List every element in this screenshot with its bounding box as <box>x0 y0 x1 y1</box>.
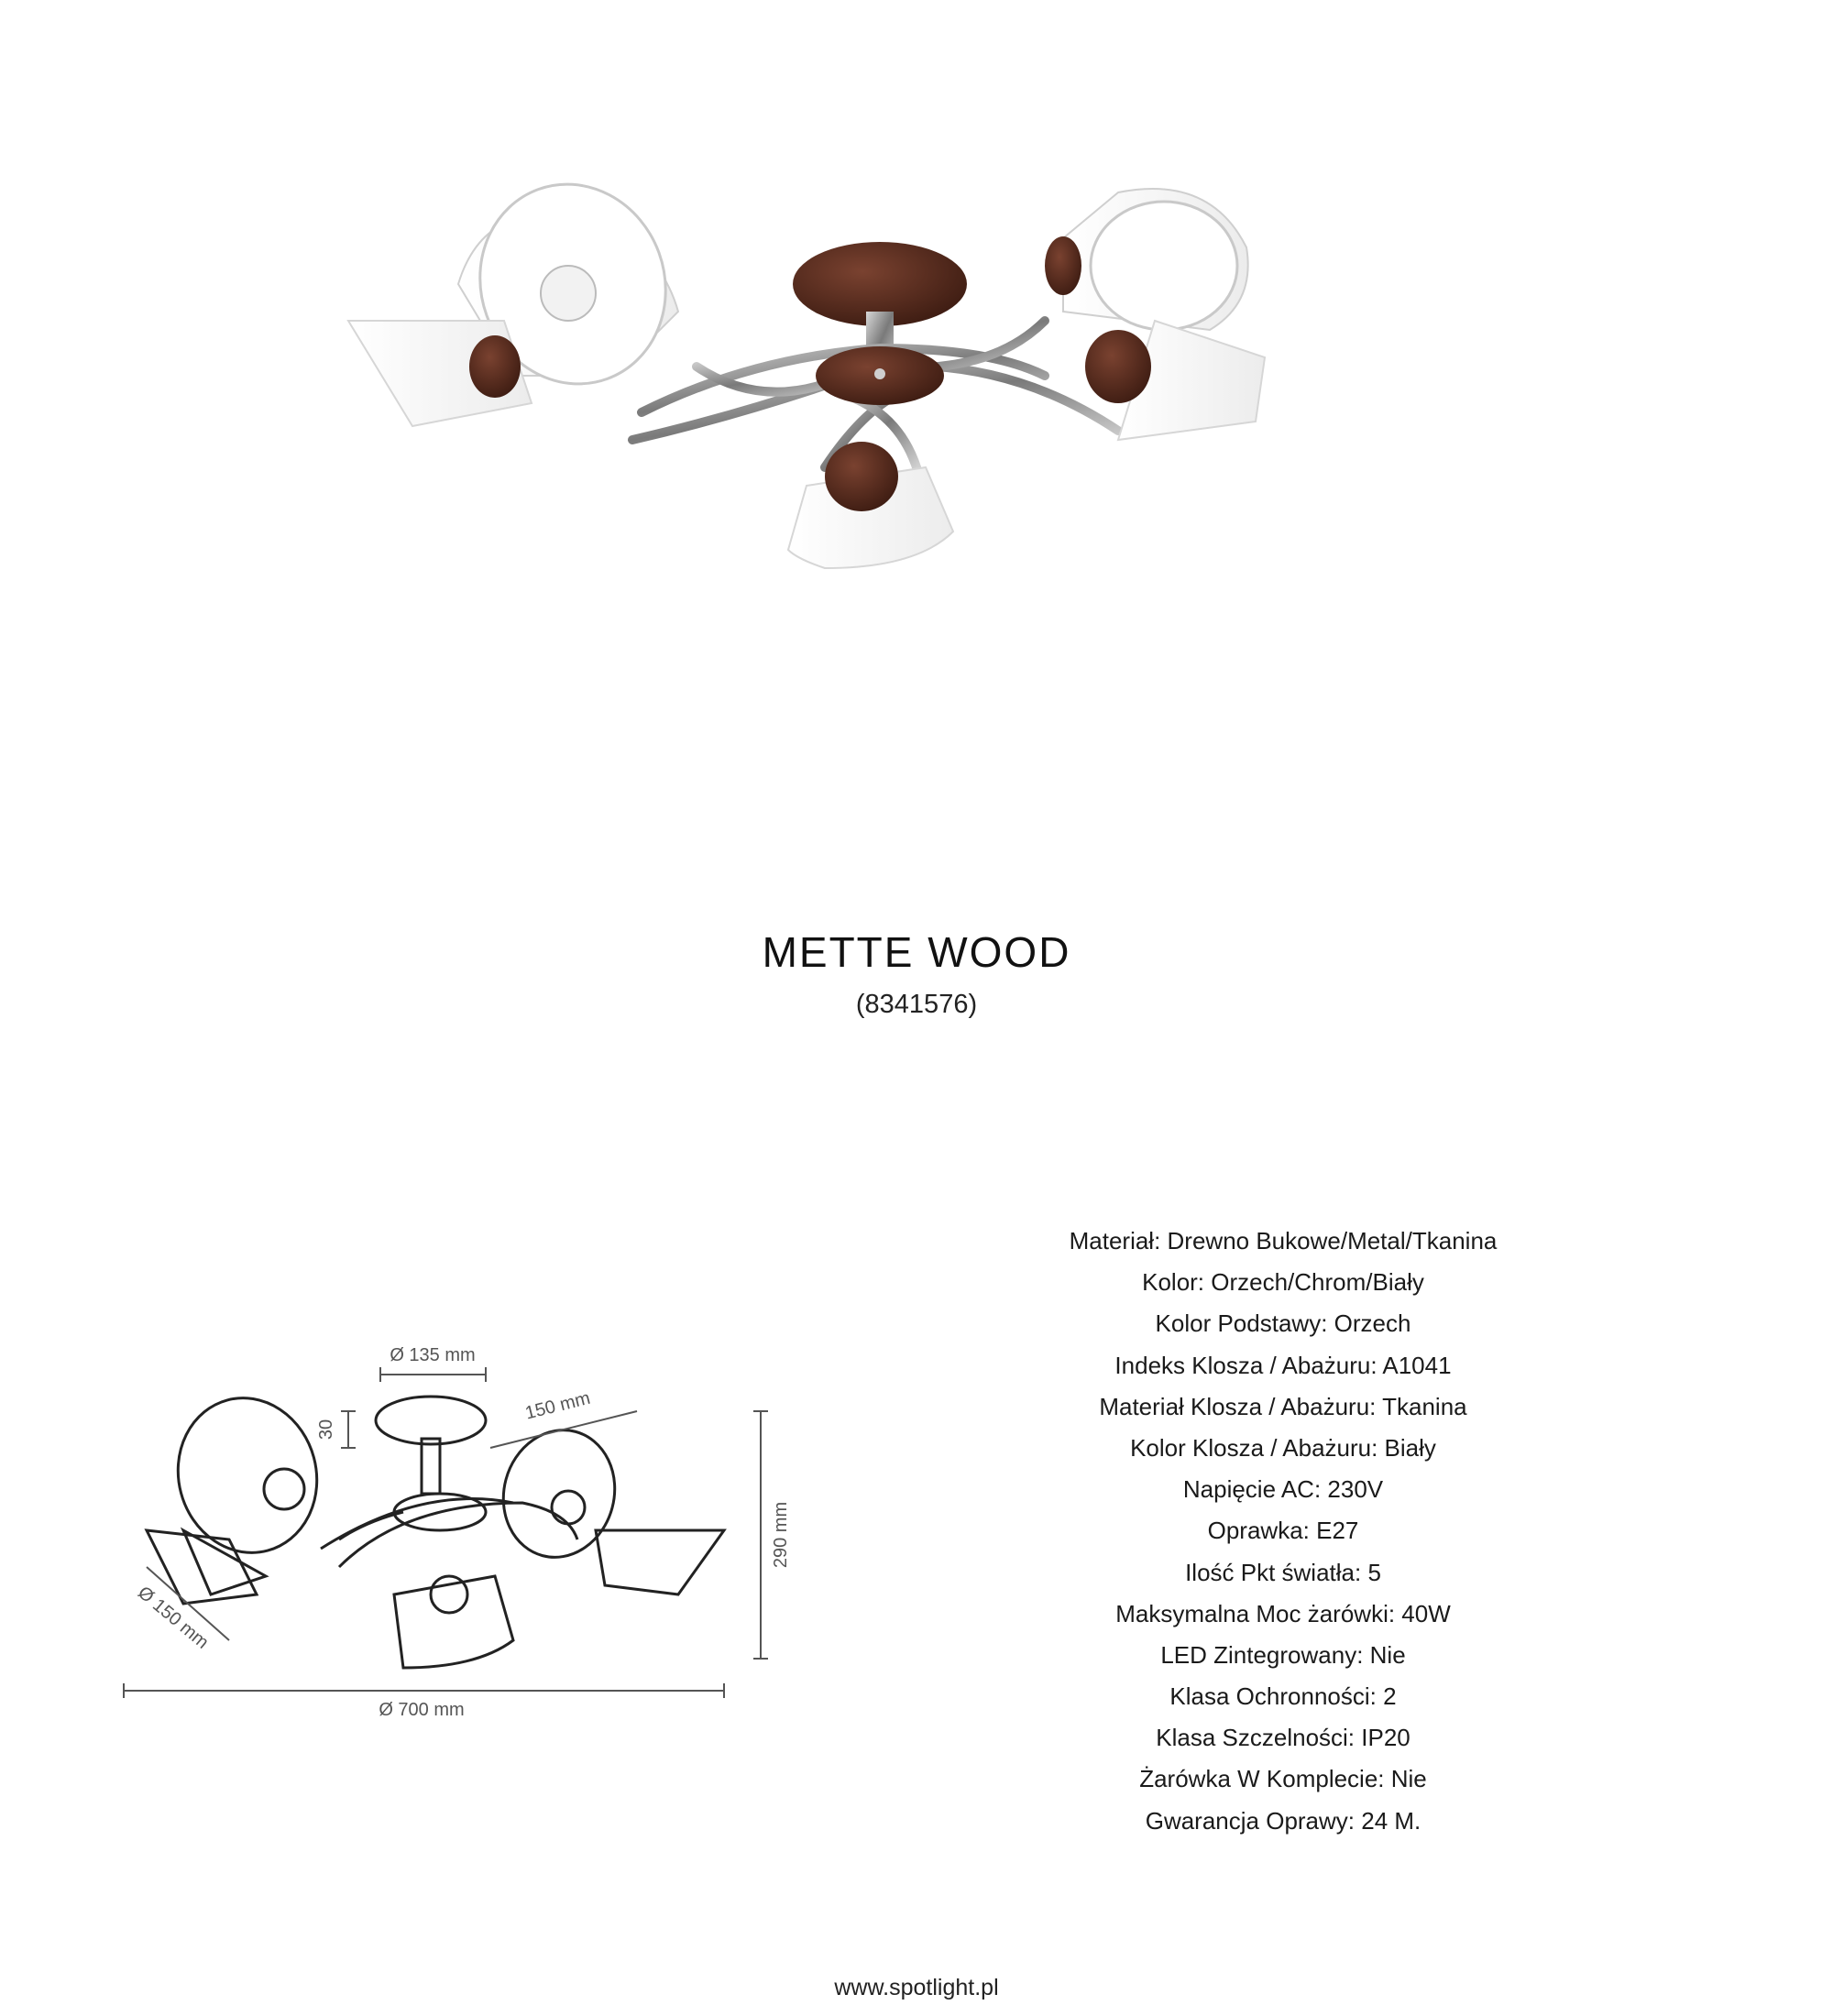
spec-item: Klasa Ochronności: 2 <box>1169 1682 1397 1711</box>
spec-item: LED Zintegrowany: Nie <box>1160 1640 1406 1669</box>
spec-item: Materiał Klosza / Abażuru: Tkanina <box>1099 1392 1467 1420</box>
product-code: (8341576) <box>855 990 978 1019</box>
dim-total-diameter: Ø 700 mm <box>379 1700 465 1720</box>
dim-total-height: 290 mm <box>771 1501 791 1569</box>
spec-item: Maksymalna Moc żarówki: 40W <box>1115 1599 1451 1627</box>
footer-url[interactable]: www.spotlight.pl <box>834 1975 999 2000</box>
dim-base-height: 30 <box>316 1419 336 1441</box>
dimension-lines <box>124 1367 768 1698</box>
product-title: METTE WOOD <box>762 928 1071 976</box>
spec-item: Oprawka: E27 <box>1207 1517 1359 1545</box>
technical-drawing <box>128 1320 825 1720</box>
dim-shade-diameter: Ø 150 mm <box>134 1582 213 1653</box>
spec-item: Żarówka W Komplecie: Nie <box>1139 1765 1427 1793</box>
drawing-outline <box>147 1382 724 1668</box>
spec-item: Klasa Szczelności: IP20 <box>1156 1724 1410 1752</box>
spec-item: Indeks Klosza / Abażuru: A1041 <box>1114 1351 1452 1379</box>
spec-item: Gwarancja Oprawy: 24 M. <box>1145 1806 1421 1835</box>
dim-base-diameter: Ø 135 mm <box>390 1345 476 1365</box>
spec-item: Kolor: Orzech/Chrom/Biały <box>1142 1268 1424 1297</box>
shade-top-right <box>1045 189 1248 330</box>
spec-item: Napięcie AC: 230V <box>1182 1475 1384 1504</box>
shade-left <box>348 321 532 426</box>
spec-item: Materiał: Drewno Bukowe/Metal/Tkanina <box>1069 1227 1498 1255</box>
spec-list <box>944 1221 1622 1842</box>
spec-item: Kolor Klosza / Abażuru: Biały <box>1130 1433 1436 1462</box>
product-photo <box>477 229 1356 687</box>
spec-item: Ilość Pkt światła: 5 <box>1185 1558 1381 1586</box>
spec-item: Kolor Podstawy: Orzech <box>1155 1309 1411 1338</box>
shade-bottom <box>788 442 953 568</box>
dim-arm-length: 150 mm <box>522 1387 593 1424</box>
